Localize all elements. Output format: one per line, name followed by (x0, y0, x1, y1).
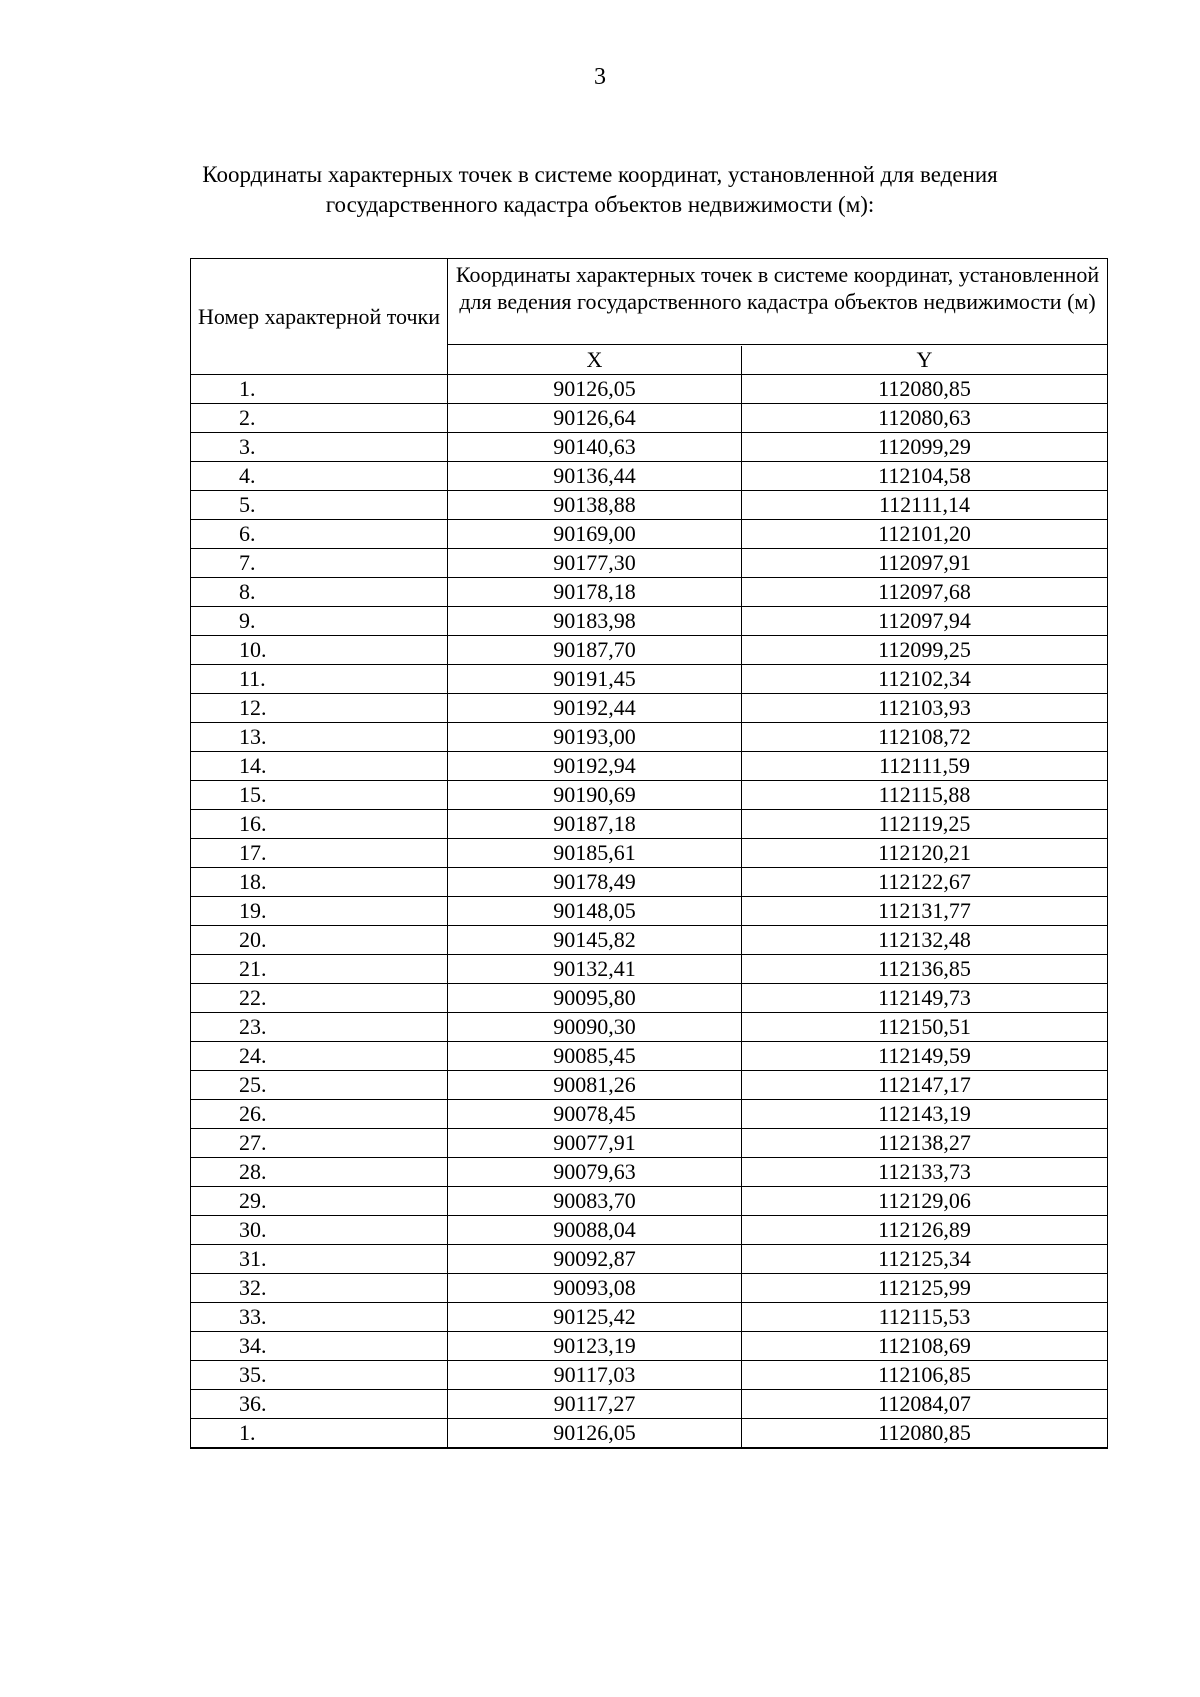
coord-y: 112119,25 (742, 810, 1107, 839)
coord-y: 112080,85 (742, 375, 1107, 404)
coord-x: 90193,00 (448, 723, 742, 752)
coord-x: 90185,61 (448, 839, 742, 868)
coord-y: 112122,67 (742, 868, 1107, 897)
coord-y: 112132,48 (742, 926, 1107, 955)
coord-y: 112080,63 (742, 404, 1107, 433)
coord-x: 90183,98 (448, 607, 742, 636)
col-coords: Координаты характерных точек в системе координат, установленной для ведения государственного кадастра объектов недвижимости (м) (448, 259, 1107, 345)
coord-x: 90148,05 (448, 897, 742, 926)
point-number: 34. (191, 1332, 448, 1361)
point-number: 8. (191, 578, 448, 607)
coord-x: 90078,45 (448, 1100, 742, 1129)
coord-x: 90126,64 (448, 404, 742, 433)
coord-x: 90178,18 (448, 578, 742, 607)
coord-x: 90117,03 (448, 1361, 742, 1390)
point-number: 35. (191, 1361, 448, 1390)
point-number: 1. (191, 375, 448, 404)
point-number: 16. (191, 810, 448, 839)
point-number: 36. (191, 1390, 448, 1419)
coord-x: 90136,44 (448, 462, 742, 491)
coord-y: 112108,69 (742, 1332, 1107, 1361)
coord-y: 112097,91 (742, 549, 1107, 578)
point-number: 13. (191, 723, 448, 752)
coord-y: 112147,17 (742, 1071, 1107, 1100)
point-number: 21. (191, 955, 448, 984)
coord-y: 112149,73 (742, 984, 1107, 1013)
point-number: 20. (191, 926, 448, 955)
point-number: 25. (191, 1071, 448, 1100)
point-number: 31. (191, 1245, 448, 1274)
coord-y: 112104,58 (742, 462, 1107, 491)
coord-y: 112097,68 (742, 578, 1107, 607)
coord-y: 112102,34 (742, 665, 1107, 694)
coord-y: 112133,73 (742, 1158, 1107, 1187)
col-y: Y (742, 346, 1107, 375)
coord-y: 112115,53 (742, 1303, 1107, 1332)
point-number: 32. (191, 1274, 448, 1303)
point-number: 17. (191, 839, 448, 868)
point-number: 27. (191, 1129, 448, 1158)
point-number: 14. (191, 752, 448, 781)
point-number: 23. (191, 1013, 448, 1042)
coord-x: 90192,94 (448, 752, 742, 781)
point-number: 7. (191, 549, 448, 578)
coord-x: 90117,27 (448, 1390, 742, 1419)
page-heading: Координаты характерных точек в системе координат, установленной для ведения государственного кадастра объектов недвижимости (м): (202, 162, 998, 217)
coord-y: 112115,88 (742, 781, 1107, 810)
coord-x: 90187,18 (448, 810, 742, 839)
point-number: 9. (191, 607, 448, 636)
point-number: 10. (191, 636, 448, 665)
coord-x: 90079,63 (448, 1158, 742, 1187)
coord-y: 112099,29 (742, 433, 1107, 462)
coord-x: 90140,63 (448, 433, 742, 462)
coord-y: 112103,93 (742, 694, 1107, 723)
coord-x: 90125,42 (448, 1303, 742, 1332)
coord-x: 90088,04 (448, 1216, 742, 1245)
coord-x: 90095,80 (448, 984, 742, 1013)
point-number: 1. (191, 1419, 448, 1448)
coord-y: 112084,07 (742, 1390, 1107, 1419)
coord-y: 112111,14 (742, 491, 1107, 520)
coord-y: 112099,25 (742, 636, 1107, 665)
coord-y: 112126,89 (742, 1216, 1107, 1245)
coord-y: 112131,77 (742, 897, 1107, 926)
coord-x: 90123,19 (448, 1332, 742, 1361)
coord-y: 112097,94 (742, 607, 1107, 636)
point-number: 11. (191, 665, 448, 694)
coord-y: 112101,20 (742, 520, 1107, 549)
coord-x: 90191,45 (448, 665, 742, 694)
point-number: 33. (191, 1303, 448, 1332)
coord-x: 90093,08 (448, 1274, 742, 1303)
point-number: 26. (191, 1100, 448, 1129)
coord-y: 112149,59 (742, 1042, 1107, 1071)
coord-x: 90077,91 (448, 1129, 742, 1158)
coord-y: 112106,85 (742, 1361, 1107, 1390)
col-point: Номер характерной точки (191, 259, 448, 375)
coord-y: 112143,19 (742, 1100, 1107, 1129)
coord-x: 90178,49 (448, 868, 742, 897)
coord-x: 90177,30 (448, 549, 742, 578)
point-number: 30. (191, 1216, 448, 1245)
coord-x: 90138,88 (448, 491, 742, 520)
coord-x: 90085,45 (448, 1042, 742, 1071)
coord-x: 90081,26 (448, 1071, 742, 1100)
point-number: 4. (191, 462, 448, 491)
point-number: 15. (191, 781, 448, 810)
point-number: 12. (191, 694, 448, 723)
coord-x: 90126,05 (448, 375, 742, 404)
coord-x: 90090,30 (448, 1013, 742, 1042)
point-number: 19. (191, 897, 448, 926)
point-number: 3. (191, 433, 448, 462)
coordinates-table (190, 258, 1108, 1449)
coord-y: 112125,34 (742, 1245, 1107, 1274)
point-number: 28. (191, 1158, 448, 1187)
point-number: 22. (191, 984, 448, 1013)
coord-y: 112129,06 (742, 1187, 1107, 1216)
point-number: 5. (191, 491, 448, 520)
point-number: 6. (191, 520, 448, 549)
coord-y: 112136,85 (742, 955, 1107, 984)
coord-y: 112150,51 (742, 1013, 1107, 1042)
coord-x: 90192,44 (448, 694, 742, 723)
coord-x: 90092,87 (448, 1245, 742, 1274)
point-number: 29. (191, 1187, 448, 1216)
coord-x: 90132,41 (448, 955, 742, 984)
coord-x: 90169,00 (448, 520, 742, 549)
coord-y: 112080,85 (742, 1419, 1107, 1448)
page-number: 3 (594, 64, 606, 90)
col-x: X (448, 346, 742, 375)
coord-x: 90190,69 (448, 781, 742, 810)
coord-x: 90145,82 (448, 926, 742, 955)
coord-y: 112120,21 (742, 839, 1107, 868)
coord-y: 112111,59 (742, 752, 1107, 781)
coord-y: 112108,72 (742, 723, 1107, 752)
point-number: 2. (191, 404, 448, 433)
coord-y: 112138,27 (742, 1129, 1107, 1158)
coord-x: 90126,05 (448, 1419, 742, 1448)
coord-x: 90083,70 (448, 1187, 742, 1216)
point-number: 24. (191, 1042, 448, 1071)
coord-y: 112125,99 (742, 1274, 1107, 1303)
coord-x: 90187,70 (448, 636, 742, 665)
point-number: 18. (191, 868, 448, 897)
